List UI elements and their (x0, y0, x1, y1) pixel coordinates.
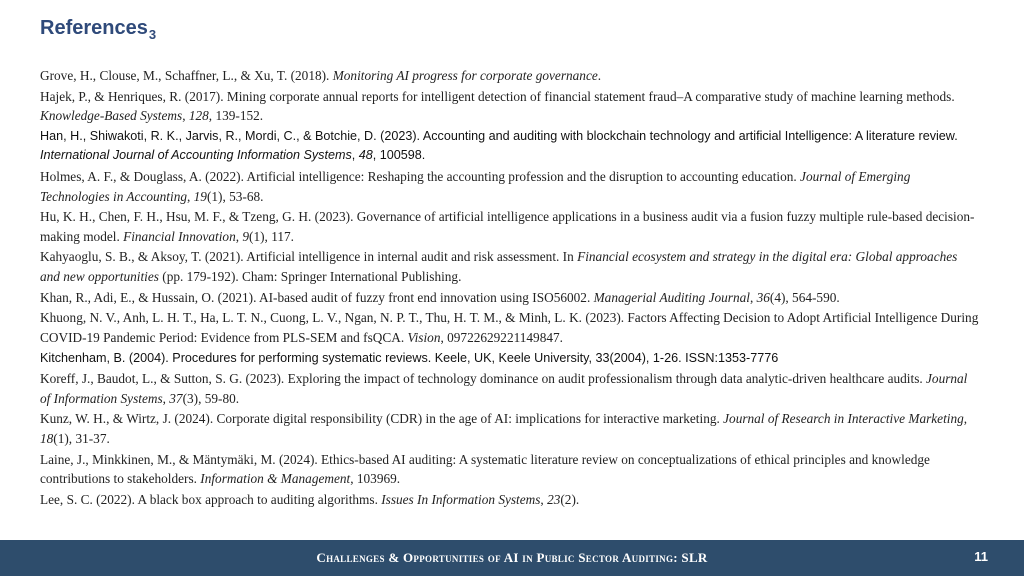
reference-entry (40, 450, 980, 489)
reference-text: Han, H., Shiwakoti, R. K., Jarvis, R., Mordi, C., & Botchie, D. (2023). Accounting and auditing with blockchain technology and artificial Intelligence: A literature review. (40, 128, 958, 143)
reference-entry (40, 87, 980, 126)
reference-entry (40, 127, 980, 166)
reference-text: (1), 53-68. (206, 188, 264, 204)
reference-italic-text: Issues In Information Systems (381, 491, 541, 507)
reference-italic-text: Monitoring AI progress for corporate governance (332, 68, 598, 83)
reference-text: , (351, 148, 359, 163)
reference-italic-text: 36 (756, 289, 770, 305)
page-title-subscript: 3 (148, 27, 157, 42)
reference-text: , 100598. (372, 148, 426, 163)
reference-entry (40, 66, 980, 86)
reference-text: , (187, 188, 194, 204)
reference-italic-text: Information & Management (200, 471, 351, 487)
reference-text: Khan, R., Adi, E., & Hussain, O. (2021). AI-based audit of fuzzy front end innovation using ISO56002. (40, 289, 594, 305)
reference-italic-text: 48 (358, 148, 373, 163)
reference-text: , (749, 289, 757, 305)
reference-italic-text: Managerial Auditing Journal (593, 289, 750, 305)
reference-text: (4), 564-590. (769, 289, 840, 305)
reference-entry (40, 288, 980, 308)
page-number: 11 (974, 549, 988, 564)
reference-text: Koreff, J., Baudot, L., & Sutton, S. G. (2023). Exploring the impact of technology dominance on audit professionalism through data analytic-driven healthcare audits. (40, 371, 927, 387)
reference-italic-text: 19 (193, 188, 207, 204)
reference-italic-text: 9 (242, 228, 250, 244)
page-title-text: References (40, 17, 148, 39)
reference-entry (40, 308, 980, 347)
reference-text: , (540, 491, 548, 507)
reference-entry (40, 167, 980, 206)
reference-text: (3), 59-80. (182, 390, 240, 406)
reference-entry (40, 207, 980, 246)
reference-text: Hajek, P., & Henriques, R. (2017). Mining corporate annual reports for intelligent detection of financial statement fraud–A comparative study of machine learning methods. (40, 88, 955, 104)
footer-title: Challenges & Opportunities of AI in Public Sector Auditing: SLR (316, 550, 708, 565)
page-title (40, 17, 156, 42)
reference-italic-text: Journal of Information Systems (40, 371, 968, 406)
reference-text: Kahyaoglu, S. B., & Aksoy, T. (2021). Artificial intelligence in internal audit and risk assessment. In (40, 249, 578, 265)
reference-text: Grove, H., Clouse, M., Schaffner, L., & Xu, T. (2018). (40, 68, 333, 83)
reference-text: , 09722629221149847. (440, 329, 563, 345)
reference-text: , (963, 411, 968, 427)
reference-text: (1), 117. (249, 228, 294, 244)
reference-text: , 139-152. (208, 108, 264, 124)
reference-entry (40, 349, 980, 369)
reference-italic-text: Vision (407, 329, 441, 345)
reference-italic-text: 128 (188, 108, 209, 124)
reference-italic-text: Journal of Research in Interactive Marketing (723, 411, 964, 427)
reference-entry (40, 247, 980, 286)
reference-text: Laine, J., Minkkinen, M., & Mäntymäki, M. (2024). Ethics-based AI auditing: A systematic literature review on conceptualizations of ethical principles and knowledge contributions to stakeholders. (40, 451, 930, 487)
reference-entry (40, 409, 980, 448)
reference-italic-text: 37 (169, 390, 183, 406)
reference-italic-text: Financial ecosystem and strategy in the digital era: Global approaches and new opportunities (40, 249, 958, 284)
reference-entry (40, 369, 980, 408)
reference-text: , (182, 108, 189, 124)
reference-text: Kunz, W. H., & Wirtz, J. (2024). Corporate digital responsibility (CDR) in the age of AI: implications for interactive marketing. (40, 411, 724, 427)
reference-entry (40, 490, 980, 510)
reference-text: (2). (560, 491, 580, 507)
reference-italic-text: Financial Innovation (123, 228, 236, 244)
reference-text: , (162, 390, 170, 406)
reference-text: Lee, S. C. (2022). A black box approach to auditing algorithms. (40, 491, 382, 507)
reference-text: Khuong, N. V., Anh, L. H. T., Ha, L. T. N., Cuong, L. V., Ngan, N. P. T., Thu, H. T. M., & Minh, L. K. (2023). Factors Affecting Decision to Adopt Artificial Intelligence During COVID-19 Pandemic Period: Evidence from PLS-SEM and fsQCA. (40, 310, 979, 345)
reference-italic-text: International Journal of Accounting Information Systems (40, 148, 352, 163)
reference-italic-text: Journal of Emerging Technologies in Accounting (40, 169, 911, 204)
reference-text: (1), 31-37. (53, 430, 110, 446)
reference-text: Holmes, A. F., & Douglass, A. (2022). Artificial intelligence: Reshaping the accounting profession and the disruption to accounting education. (40, 169, 801, 185)
reference-text: , 103969. (350, 471, 401, 487)
reference-text: . (597, 68, 602, 83)
reference-text: , (235, 228, 243, 244)
footer-bar (0, 540, 1024, 576)
reference-text: (pp. 179-192). Cham: Springer International Publishing. (158, 268, 462, 284)
reference-text: Hu, K. H., Chen, F. H., Hsu, M. F., & Tzeng, G. H. (2023). Governance of artificial intelligence applications in a business audit via a fusion fuzzy multiple rule-based decision-making model. (40, 209, 975, 244)
reference-italic-text: 18 (40, 430, 54, 446)
reference-italic-text: 23 (547, 491, 561, 507)
reference-list (40, 66, 980, 510)
reference-text: Kitchenham, B. (2004). Procedures for performing systematic reviews. Keele, UK, Keele University, 33(2004), 1-26. ISSN:1353-7776 (40, 350, 779, 365)
reference-italic-text: Knowledge-Based Systems (40, 108, 183, 124)
